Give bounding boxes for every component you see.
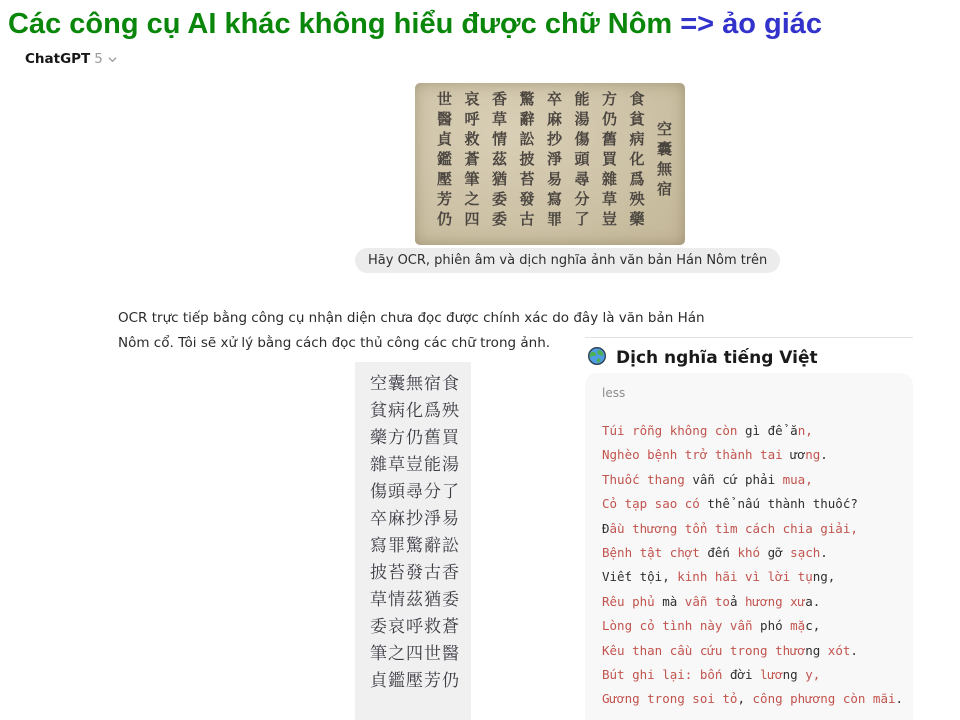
translation-panel	[585, 337, 913, 720]
manuscript-column: 哀呼救蒼筆之四	[462, 91, 481, 231]
poem-line: Lòng cỏ tình này vẫn phó mặc,	[602, 618, 821, 634]
manuscript-column: 能湯傷頭尋分了	[572, 91, 591, 231]
user-message-bubble	[355, 248, 780, 273]
ocr-line: 藥方仍舊買	[370, 428, 460, 448]
poem-line: Đầu thương tổn tìm cách chia giải,	[602, 520, 858, 536]
manuscript-column: 食貧病化爲殃藥	[627, 91, 646, 231]
poem-lines	[585, 412, 913, 712]
poem-line: Cỏ tạp sao có thể nấu thành thuốc?	[602, 496, 858, 512]
translation-heading: Dịch nghĩa tiếng Việt	[616, 348, 818, 368]
app-name-label: ChatGPT	[25, 51, 91, 67]
poem-line: Bệnh tật chợt đến khó gỡ sạch.	[602, 545, 828, 561]
globe-icon	[587, 346, 607, 370]
ocr-line: 卒麻抄淨易	[370, 509, 460, 529]
poem-line: Rêu phủ mà vẫn toả hương xưa.	[602, 593, 821, 609]
user-message-text: Hãy OCR, phiên âm và dịch nghĩa ảnh văn bản Hán Nôm trên	[368, 253, 768, 268]
ocr-line: 貞鑑壓芳仍	[370, 671, 460, 691]
manuscript-column: 方仍舊買雜草豈	[600, 91, 618, 231]
manuscript-column: 香草情茲猶委委	[490, 91, 508, 231]
slide-title-main: Các công cụ AI khác không hiểu được chữ Nôm	[8, 8, 673, 40]
han-nom-manuscript-image[interactable]	[415, 83, 685, 245]
poem-line: Túi rỗng không còn gì để ăn,	[602, 423, 813, 438]
chevron-down-icon[interactable]	[107, 54, 118, 65]
ocr-line: 貧病化爲殃	[370, 401, 460, 421]
poem-line: Bút ghi lại: bốn đời lương y,	[602, 667, 821, 683]
poem-line: Kêu than cầu cứu trong thương xót.	[602, 642, 858, 658]
poem-line: Gương trong soi tỏ, công phương còn mãi.	[602, 691, 904, 707]
poem-line: Nghèo bệnh trở thành tai ương.	[602, 447, 828, 463]
manuscript-column: 卒麻抄淨易寫罪	[545, 91, 563, 231]
ocr-line: 筆之四世醫	[370, 644, 460, 664]
model-version-label: 5	[94, 51, 103, 67]
ocr-line: 寫罪驚辭訟	[370, 536, 460, 556]
ocr-line: 草情茲猶委	[370, 590, 460, 610]
model-selector[interactable]	[25, 51, 118, 67]
ocr-line: 雜草豈能湯	[370, 455, 460, 475]
ocr-line: 傷頭尋分了	[370, 482, 460, 502]
ocr-line: 委哀呼救蒼	[370, 617, 460, 637]
ocr-transcription-panel	[355, 362, 471, 720]
ocr-line: 空囊無宿食	[370, 374, 460, 394]
poem-line: Viết tội, kinh hãi vì lời tụng,	[602, 569, 836, 585]
manuscript-column: 空囊無宿	[655, 121, 673, 201]
manuscript-column: 世醫貞鑑壓芳仍	[435, 91, 453, 231]
ocr-lines	[370, 371, 471, 695]
code-block	[585, 373, 913, 720]
poem-line: Thuốc thang vẫn cứ phải mua,	[602, 471, 813, 487]
manuscript-column: 驚辭訟披苔發古	[517, 91, 536, 231]
assistant-message-text: OCR trực tiếp bằng công cụ nhận diện chưa đọc được chính xác do đây là văn bản Hán Nôm cổ. Tôi sẽ xử lý bằng cách đọc thủ công các chữ trong ảnh.	[118, 310, 705, 351]
slide-title	[8, 4, 953, 44]
slide-title-suffix: => ảo giác	[680, 8, 823, 40]
translation-panel-header	[587, 346, 913, 370]
code-language-label: less	[602, 386, 626, 400]
ocr-line: 披苔發古香	[370, 563, 460, 583]
